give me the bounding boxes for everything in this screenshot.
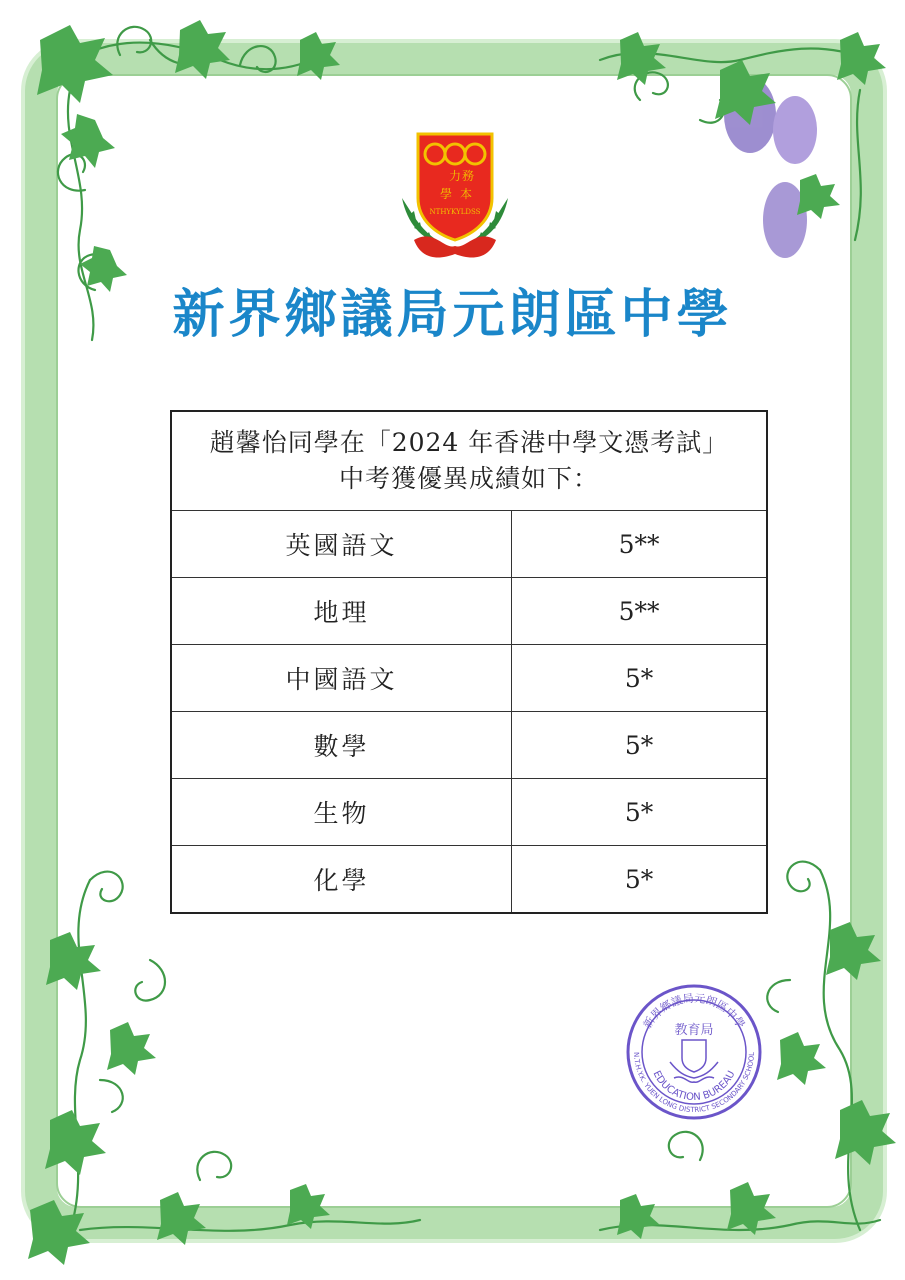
grade-cell: 5* bbox=[512, 846, 767, 914]
stamp-ring-text: N.T.H.Y.K. YUEN LONG DISTRICT SECONDARY SCHOOL bbox=[631, 1051, 757, 1115]
table-row bbox=[171, 846, 767, 914]
official-stamp bbox=[624, 982, 764, 1122]
crest-motto-4: 本 bbox=[460, 187, 473, 201]
school-name-title: 新界鄉議局元朗區中學 bbox=[172, 285, 733, 345]
crest-shield-icon bbox=[418, 134, 492, 240]
table-row bbox=[171, 645, 767, 712]
subject-cell: 化學 bbox=[171, 846, 512, 914]
crest-motto-1: 力 bbox=[449, 169, 462, 183]
intro-line-2: 中考獲優異成績如下： bbox=[338, 464, 599, 493]
crest-motto-3: 學 bbox=[440, 187, 453, 201]
table-row bbox=[171, 511, 767, 578]
crest-motto-2: 務 bbox=[462, 169, 475, 183]
stamp-inner-text: 教育局 bbox=[674, 1023, 714, 1038]
stamp-bottom-text: EDUCATION BUREAU bbox=[650, 1069, 738, 1104]
intro-line-1: 趙馨怡同學在「2024 年香港中學文憑考試」 bbox=[209, 428, 729, 457]
stamp-crest-icon bbox=[670, 1040, 718, 1082]
grade-cell: 5* bbox=[512, 645, 767, 712]
subject-cell: 數學 bbox=[171, 712, 512, 779]
subject-cell: 中國語文 bbox=[171, 645, 512, 712]
results-table bbox=[170, 410, 768, 914]
grade-cell: 5** bbox=[512, 578, 767, 645]
grade-cell: 5* bbox=[512, 779, 767, 846]
subject-cell: 英國語文 bbox=[171, 511, 512, 578]
subject-cell: 地理 bbox=[171, 578, 512, 645]
grade-cell: 5* bbox=[512, 712, 767, 779]
table-row bbox=[171, 779, 767, 846]
intro-row bbox=[171, 411, 767, 511]
grade-cell: 5** bbox=[512, 511, 767, 578]
stamp-top-text: 新界鄉議局元朗區中學 bbox=[640, 991, 748, 1031]
intro-cell bbox=[171, 411, 767, 511]
subject-cell: 生物 bbox=[171, 779, 512, 846]
school-crest-logo bbox=[394, 128, 516, 268]
table-row bbox=[171, 712, 767, 779]
crest-banner-text: NTHYKYLDSS bbox=[429, 208, 481, 216]
table-row bbox=[171, 578, 767, 645]
